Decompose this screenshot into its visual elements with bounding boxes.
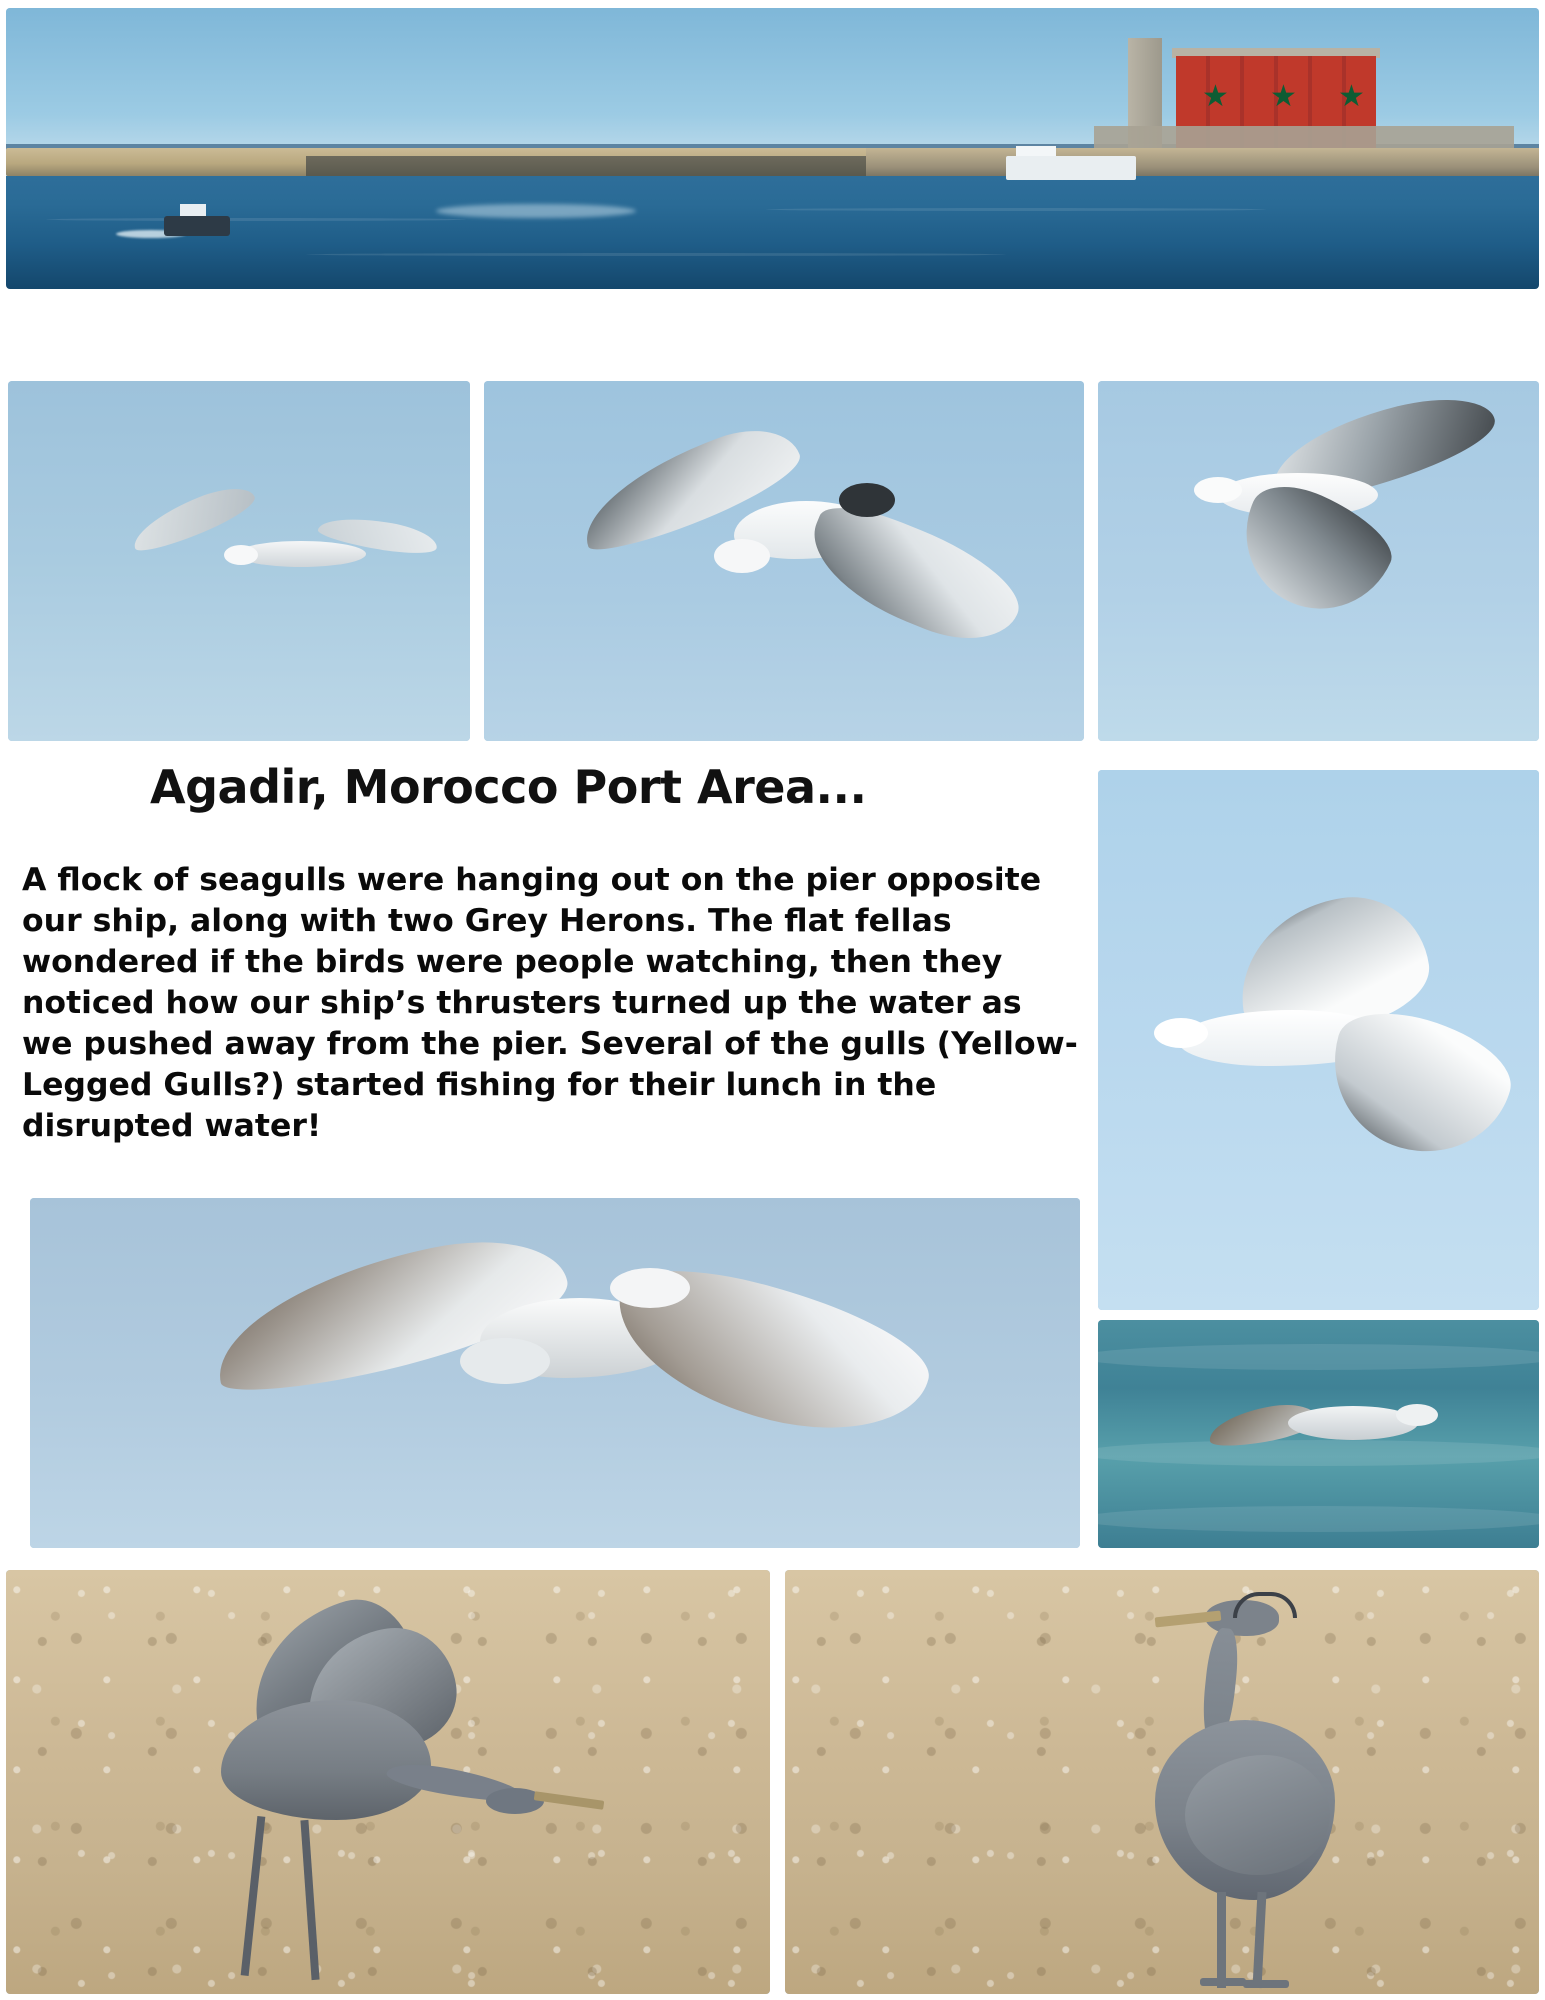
gull-in-flight-photo-5 (30, 1198, 1080, 1548)
water-ripple (766, 208, 1266, 211)
gull-in-flight-photo-4 (1098, 770, 1539, 1310)
heron-foot (1200, 1978, 1246, 1986)
seagull-silhouette (1208, 1390, 1438, 1470)
bird-head (224, 545, 258, 565)
moroccan-star-icon: ★ (1202, 80, 1229, 113)
page-title: Agadir, Morocco Port Area... (150, 760, 867, 814)
water-swell (1098, 1344, 1539, 1370)
bird-tail (460, 1338, 550, 1384)
gull-in-flight-photo-2 (484, 381, 1084, 741)
water-ripple (306, 253, 1006, 256)
heron-leg (1217, 1892, 1226, 1988)
water-swell (1098, 1506, 1539, 1532)
water-glare (436, 204, 636, 218)
wing-right (795, 493, 1033, 659)
seagull-silhouette (210, 1228, 930, 1518)
gull-in-flight-photo-1 (8, 381, 470, 741)
bird-head (1194, 477, 1242, 503)
bird-head (1396, 1404, 1438, 1426)
tug-boat (164, 216, 230, 236)
heron-foot (1243, 1980, 1289, 1988)
harbour-water (6, 176, 1539, 289)
docked-ship (1006, 156, 1136, 180)
body-paragraph: A flock of seagulls were hanging out on the pier opposite our ship, along with two Grey Herons. The flat fellas wondered if the birds were people watching, then they noticed how our ship’s thrusters turned up the water as we pushed away from the pier. Several of the gulls (Yellow-Legged Gulls?) started fishing for their lunch in the disrupted water! (22, 862, 1078, 1144)
panoramic-port-photo (6, 8, 1539, 289)
bird-head (1154, 1018, 1208, 1048)
gull-in-flight-photo-3 (1098, 381, 1539, 741)
water-ripple (46, 218, 466, 221)
bird-head (610, 1268, 690, 1308)
seagull-silhouette (1158, 411, 1518, 651)
moroccan-star-icon: ★ (1270, 80, 1297, 113)
grey-heron-photo-2 (785, 1570, 1539, 1994)
bird-tail (714, 539, 770, 573)
heron-wing (1185, 1755, 1330, 1875)
gull-over-water-photo (1098, 1320, 1539, 1548)
moroccan-star-icon: ★ (1338, 80, 1365, 113)
grey-heron-photo-1 (6, 1570, 770, 1994)
quay-gantry (1094, 126, 1514, 148)
bird-head (839, 483, 895, 517)
seagull-silhouette (554, 411, 1034, 691)
wing-lower (1314, 998, 1523, 1173)
seagull-silhouette (1138, 900, 1518, 1180)
seagull-silhouette (128, 501, 428, 621)
